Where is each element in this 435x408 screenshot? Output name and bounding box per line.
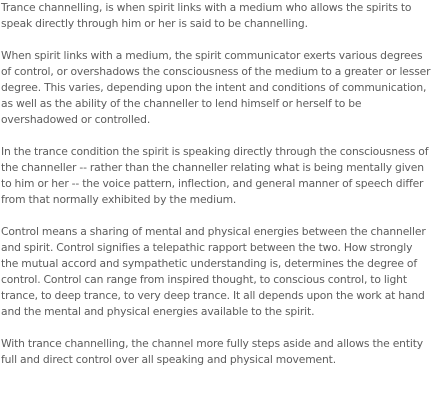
paragraph-degrees-of-control: When spirit links with a medium, the spirit communicator exerts various degrees of control, or overshadows the consciousness of the medium to a greater or lesser degree. This varies, depending upon the intent and conditions of communication, as well as the ability of the channeller to lend himself or herself to be overshadowed or controlled.	[1, 49, 431, 126]
paragraph-trance-condition: In the trance condition the spirit is speaking directly through the consciousness of the channeller -- rather than the channeller relating what is being mentally given to him or her -- the voice pattern, inflection, and general manner of speech differ from that normally exhibited by the medium.	[1, 145, 429, 206]
paragraph-stepping-aside: With trance channelling, the channel more fully steps aside and allows the entity full and direct control over all speaking and physical movement.	[1, 337, 424, 366]
paragraph-control-meaning: Control means a sharing of mental and physical energies between the channeller and spirit. Control signifies a telepathic rapport between the two. How strongly the mutual accord and sympathetic understanding is, determines the degree of control. Control can range from inspired thought, to conscious control, to light trance, to deep trance, to very deep trance. It all depends upon the work at hand and the mental and physical energies available to the spirit.	[1, 225, 426, 318]
paragraph-trance-definition: Trance channelling, is when spirit links with a medium who allows the spirits to speak directly through him or her is said to be channelling.	[1, 1, 412, 30]
